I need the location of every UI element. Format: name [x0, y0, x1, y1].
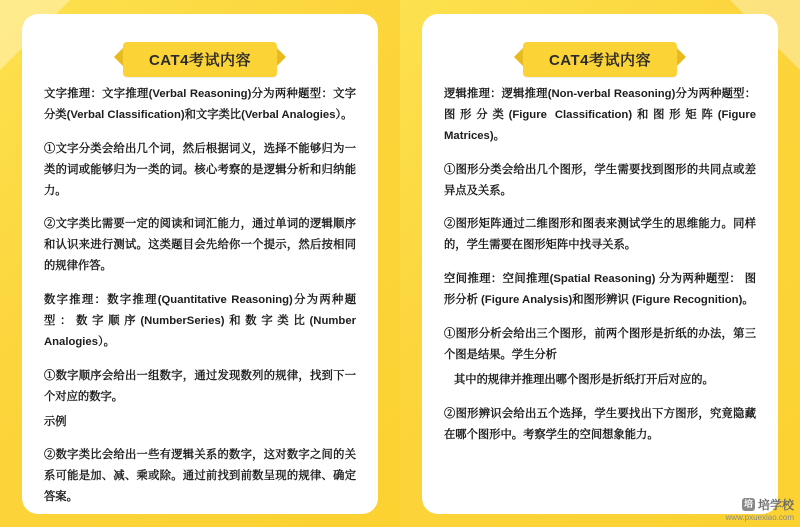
- panel-divider: [400, 0, 401, 527]
- watermark-badge-icon: 培: [743, 499, 753, 510]
- card-body-left: [44, 84, 356, 508]
- card-body-right: [444, 84, 756, 445]
- paragraph: ①图形分类会给出几个图形，学生需要找到图形的共同点或差异点及关系。: [444, 163, 756, 197]
- paragraph: ②图形辨识会给出五个选择，学生要找出下方图形，究竟隐藏在哪个图形中。考察学生的空间想象能力。: [444, 407, 756, 441]
- paragraph: ①数字顺序会给出一组数字，通过发现数列的规律，找到下一个对应的数字。: [44, 369, 356, 403]
- paragraph: 数字推理：数字推理(Quantitative Reasoning)分为两种题型：数字顺序(NumberSeries)和数字类比(Number Analogies）。: [44, 294, 356, 348]
- example-note: 示例: [44, 415, 67, 428]
- paragraph: ②文字类比需要一定的阅读和词汇能力，通过单词的逻辑顺序和认识来进行测试。这类题目会先给你一个提示，然后按相同的规律作答。: [44, 218, 356, 273]
- watermark: [726, 493, 794, 523]
- watermark-name: 培学校: [757, 497, 794, 512]
- card-title-left: CAT4考试内容: [123, 42, 277, 77]
- paragraph: ①文字分类会给出几个词，然后根据词义，选择不能够归为一类的词或能够归为一类的词。核心考察的是逻辑分析和归纳能力。: [44, 142, 356, 197]
- watermark-url: www.pxuexiao.com: [725, 513, 794, 523]
- paragraph: 逻辑推理：逻辑推理(Non-verbal Reasoning)分为两种题型：图形分类(Figure Classification)和图形矩阵(Figure Matrices)。: [444, 88, 756, 142]
- content-card-left: [22, 14, 378, 514]
- paragraph: 文字推理：文字推理(Verbal Reasoning)分为两种题型：文字分类(Verbal Classification)和文字类比(Verbal Analogies）。: [44, 88, 356, 121]
- panel-right: [400, 0, 800, 527]
- paragraph: ②图形矩阵通过二维图形和图表来测试学生的思维能力。同样的，学生需要在图形矩阵中找寻关系。: [444, 218, 756, 252]
- continuation-note: 其中的规律并推理出哪个图形是折纸打开后对应的。: [454, 373, 714, 386]
- paragraph: ①图形分析会给出三个图形，前两个图形是折纸的办法，第三个图是结果。学生分析: [444, 328, 756, 361]
- paragraph: 空间推理：空间推理(Spatial Reasoning) 分为两种题型： 图形分析 (Figure Analysis)和图形辨识 (Figure Recognition)。: [444, 273, 756, 307]
- card-title-right: CAT4考试内容: [523, 42, 677, 77]
- content-card-right: [422, 14, 778, 514]
- watermark-logo: [742, 498, 794, 512]
- paragraph: ②数字类比会给出一些有逻辑关系的数字，这对数字之间的关系可能是加、减、乘或除。通过前找到前数呈现的规律、确定答案。: [44, 449, 356, 504]
